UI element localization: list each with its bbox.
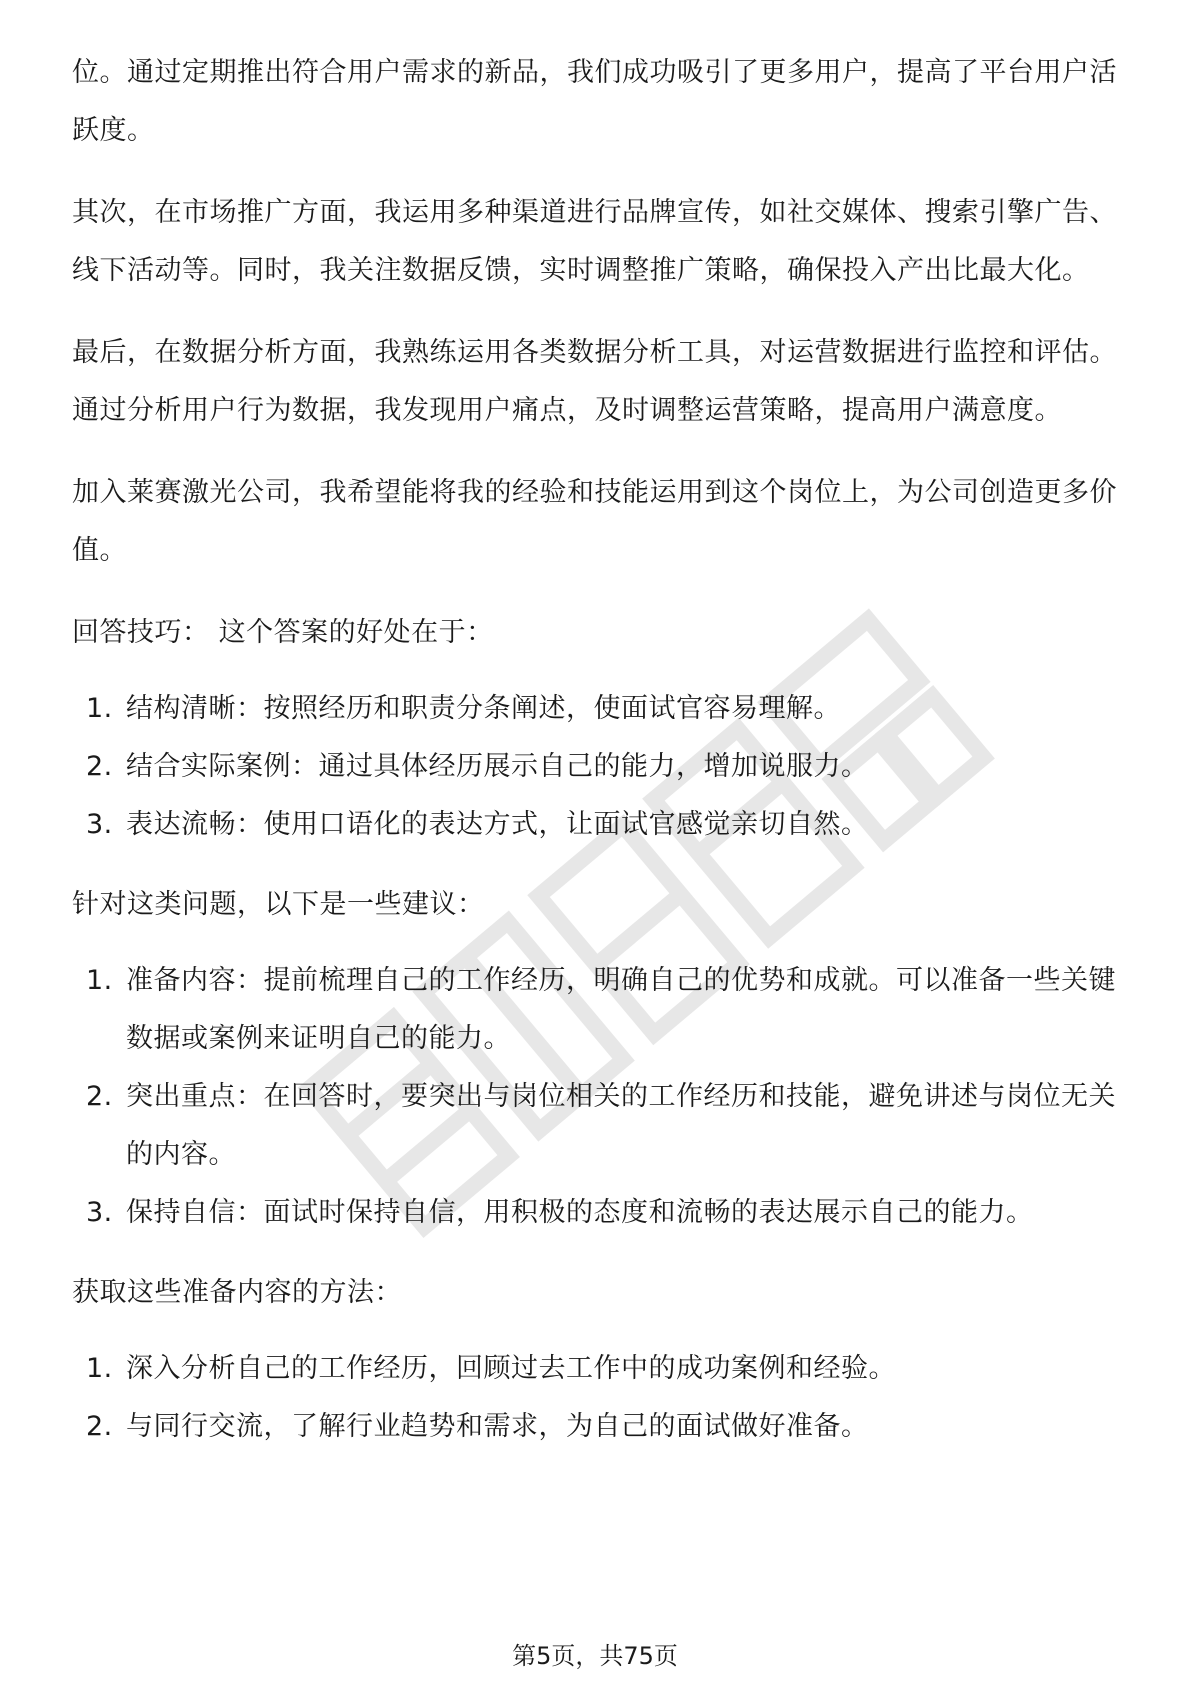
list-item-text: 深入分析自己的工作经历，回顾过去工作中的成功案例和经验。: [126, 1353, 896, 1384]
list-number: 2.: [86, 1081, 113, 1112]
list-item: [72, 1398, 1122, 1456]
list-number: 3.: [86, 1197, 113, 1228]
tips-heading: 回答技巧： 这个答案的好处在于：: [72, 617, 494, 648]
list-item: [72, 796, 1122, 854]
list-item-text: 突出重点：在回答时，要突出与岗位相关的工作经历和技能，避免讲述与岗位无关的内容。: [126, 1081, 1116, 1170]
document-body: [72, 44, 1122, 1478]
list-item: [72, 1068, 1122, 1184]
list-item: [72, 738, 1122, 796]
methods-heading: 获取这些准备内容的方法：: [72, 1277, 402, 1308]
list-number: 1.: [86, 1353, 113, 1384]
list-item-text: 与同行交流，了解行业趋势和需求，为自己的面试做好准备。: [126, 1411, 869, 1442]
list-item: [72, 952, 1122, 1068]
paragraph-closing: 加入莱赛激光公司，我希望能将我的经验和技能运用到这个岗位上，为公司创造更多价值。: [72, 477, 1117, 566]
tips-list: [72, 680, 1122, 854]
list-number: 1.: [86, 693, 113, 724]
list-item-text: 保持自信：面试时保持自信，用积极的态度和流畅的表达展示自己的能力。: [126, 1197, 1034, 1228]
list-number: 1.: [86, 965, 113, 996]
advice-heading: 针对这类问题，以下是一些建议：: [72, 889, 485, 920]
paragraph-intro-continuation: 位。通过定期推出符合用户需求的新品，我们成功吸引了更多用户，提高了平台用户活跃度。: [72, 57, 1117, 146]
list-item-text: 表达流畅：使用口语化的表达方式，让面试官感觉亲切自然。: [126, 809, 869, 840]
list-item: [72, 1340, 1122, 1398]
advice-list: [72, 952, 1122, 1242]
list-item-text: 结合实际案例：通过具体经历展示自己的能力，增加说服力。: [126, 751, 869, 782]
paragraph-marketing: 其次，在市场推广方面，我运用多种渠道进行品牌宣传，如社交媒体、搜索引擎广告、线下活动等。同时，我关注数据反馈，实时调整推广策略，确保投入产出比最大化。: [72, 197, 1117, 286]
page-number-footer: 第5页，共75页: [512, 1642, 678, 1670]
list-item-text: 结构清晰：按照经历和职责分条阐述，使面试官容易理解。: [126, 693, 841, 724]
list-number: 3.: [86, 809, 113, 840]
methods-list: [72, 1340, 1122, 1456]
list-number: 2.: [86, 1411, 113, 1442]
list-item: [72, 1184, 1122, 1242]
paragraph-data-analysis: 最后，在数据分析方面，我熟练运用各类数据分析工具，对运营数据进行监控和评估。通过分析用户行为数据，我发现用户痛点，及时调整运营策略，提高用户满意度。: [72, 337, 1117, 426]
list-item: [72, 680, 1122, 738]
list-number: 2.: [86, 751, 113, 782]
list-item-text: 准备内容：提前梳理自己的工作经历，明确自己的优势和成就。可以准备一些关键数据或案例来证明自己的能力。: [126, 965, 1116, 1054]
